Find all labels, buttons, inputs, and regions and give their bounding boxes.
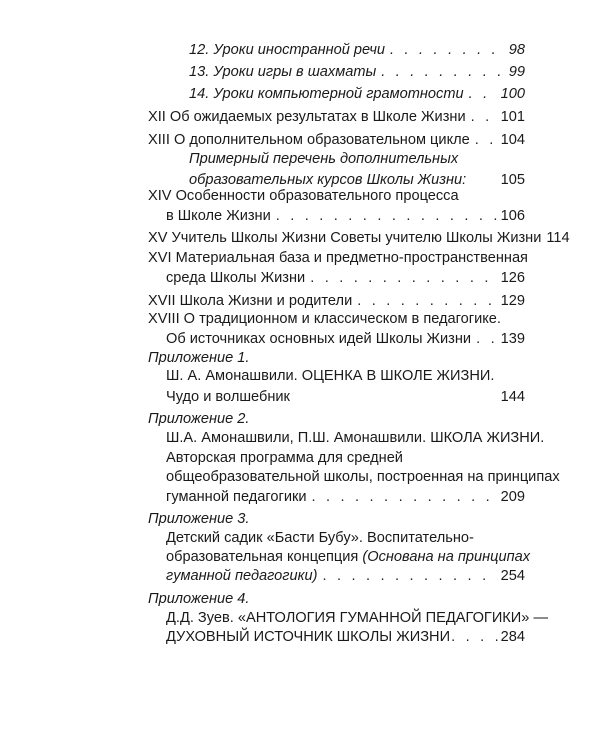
dot-leader [357,291,497,311]
toc-entry-page: 101 [500,109,525,125]
toc-chapter-xii [148,107,525,127]
appendix-3-line2 [166,547,530,567]
dot-leader [451,627,498,647]
toc-entry-page: 104 [500,132,525,148]
toc-entry-13 [189,62,525,82]
toc-chapter-xvi-line1: XVI Материальная база и предметно-пространственная [148,250,528,266]
dot-leader [475,130,498,150]
toc-entry-12 [189,40,525,60]
dot-leader [390,40,506,60]
toc-entry-title: XII Об ожидаемых результатах в Школе Жизни [148,109,466,125]
toc-chapter-xviii-line1: XVIII О традиционном и классическом в педагогике. [148,311,501,327]
toc-entry-page: 126 [500,270,525,286]
toc-entry-title: Об источниках основных идей Школы Жизни [166,331,472,347]
toc-entry-page: 254 [500,568,525,584]
toc-entry-title: гуманной педагогики [166,489,307,505]
toc-entry-page: 284 [500,629,525,645]
toc-entry-title: гуманной педагогики) [166,568,318,584]
appendix-4-line1: Д.Д. Зуев. «АНТОЛОГИЯ ГУМАННОЙ ПЕДАГОГИКИ» — [166,610,549,626]
toc-chapter-xiii [148,130,525,150]
dot-leader [471,107,498,127]
appendix-2-line2: Авторская программа для средней [166,450,403,466]
toc-entry-page: 129 [500,293,525,309]
toc-chapter-xiv-line1: XIV Особенности образовательного процесса [148,188,459,204]
appendix-1-label: Приложение 1. [148,350,250,366]
toc-entry-title: 12. Уроки иностранной речи [189,42,386,58]
appendix-1-entry [166,387,525,407]
toc-entry-page: 106 [500,208,525,224]
toc-entry-title: в Школе Жизни [166,208,271,224]
toc-entry-page: 144 [500,389,525,405]
appendix-3-label: Приложение 3. [148,511,250,527]
toc-entry-page: 114 [546,230,570,246]
toc-entry-page: 100 [500,86,525,102]
appendix-4-entry [166,627,525,647]
toc-note-line1: Примерный перечень дополнительных [189,151,459,167]
toc-chapter-xviii [166,329,525,349]
toc-chapter-xvii [148,291,525,311]
appendix-3-line2-plain: образовательная концепция [166,549,363,565]
dot-leader [276,206,498,226]
toc-entry-title: XVII Школа Жизни и родители [148,293,353,309]
toc-chapter-xv [148,228,570,248]
appendix-3-entry [166,566,525,586]
toc-entry-title: 14. Уроки компьютерной грамотности [189,86,464,102]
toc-entry-title: Чудо и волшебник [166,389,290,405]
dot-leader [322,566,497,586]
appendix-2-line3: общеобразовательной школы, построенная на принципах [166,469,560,485]
dot-leader [310,268,497,288]
toc-entry-title: ДУХОВНЫЙ ИСТОЧНИК ШКОЛЫ ЖИЗНИ [166,629,451,645]
toc-entry-title: образовательных курсов Школы Жизни: [189,172,467,188]
appendix-3-line2-italic: (Основана на принципах [362,549,531,565]
appendix-2-line1: Ш.А. Амонашвили, П.Ш. Амонашвили. ШКОЛА ЖИЗНИ. [166,430,545,446]
appendix-2-label: Приложение 2. [148,411,250,427]
toc-entry-page: 105 [500,172,525,188]
toc-chapter-xvi [166,268,525,288]
dot-leader [381,62,506,82]
toc-chapter-xiv [166,206,525,226]
appendix-4-label: Приложение 4. [148,591,250,607]
toc-entry-page: 209 [500,489,525,505]
toc-entry-page: 139 [500,331,525,347]
toc-entry-title: XV Учитель Школы Жизни Советы учителю Школы Жизни [148,230,542,246]
toc-entry-title: 13. Уроки игры в шахматы [189,64,377,80]
toc-entry-page: 98 [508,42,525,58]
toc-entry-title: XIII О дополнительном образовательном цикле [148,132,470,148]
appendix-2-entry [166,487,525,507]
dot-leader [469,84,498,104]
appendix-3-line1: Детский садик «Басти Бубу». Воспитательно- [166,530,474,546]
dot-leader [476,329,498,349]
appendix-1-line1: Ш. А. Амонашвили. ОЦЕНКА В ШКОЛЕ ЖИЗНИ. [166,368,495,384]
toc-entry-page: 99 [508,64,525,80]
toc-entry-title: среда Школы Жизни [166,270,306,286]
dot-leader [312,487,498,507]
toc-entry-14 [189,84,525,104]
